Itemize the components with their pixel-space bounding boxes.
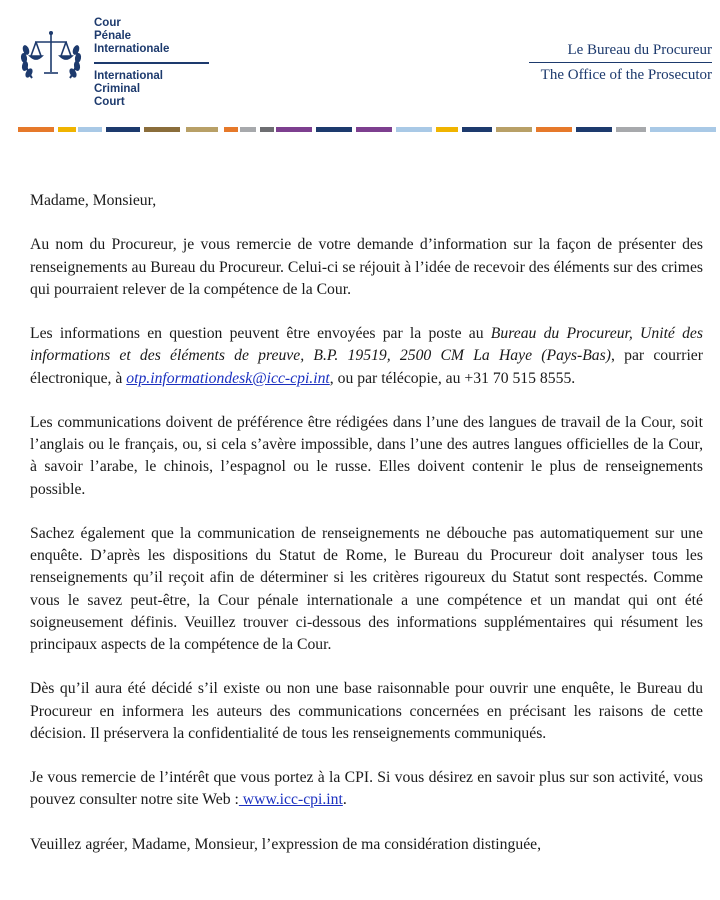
- closing: Veuillez agréer, Madame, Monsieur, l’expression de ma considération distinguée,: [30, 835, 542, 853]
- paragraph-intro: Au nom du Procureur, je vous remercie de votre demande d’information sur la façon de présenter des renseignements au Bureau du Procureur. Celui-ci se réjouit à l’idée de recevoir des éléments sur des crimes qui pourraient relever de la compétence de la Cour.: [30, 236, 704, 298]
- paragraph-decision: Dès qu’il aura été décidé s’il existe ou non une base raisonnable pour ouvrir une enquête, le Bureau du Procureur en informera les auteurs des communications concernées en précisant les raisons de cette décision. Il préservera la confidentialité de tous les renseignements communiqués.: [30, 680, 703, 742]
- paragraph-contact: Les informations en question peuvent être envoyées par la poste au Bureau du Procureur, Unité des informations et des éléments de preuve, B.P. 19519, 2500 CM La Haye (Pays-Bas), par courrier électronique, à otp.informationdesk@icc-cpi.int, ou par télécopie, au +31 70 515 8555.: [30, 325, 703, 387]
- color-stripe-bar: [18, 127, 716, 132]
- office-name-en: The Office of the Prosecutor: [540, 67, 712, 84]
- court-name-en: International Criminal Court: [94, 69, 164, 108]
- office-divider: [529, 62, 712, 63]
- paragraph-website: Je vous remercie de l’intérêt que vous portez à la CPI. Si vous désirez en savoir plus sur son activité, vous pouvez consulter notre site Web : www.icc-cpi.int.: [30, 769, 703, 809]
- court-name-fr: Cour Pénale Internationale: [94, 17, 170, 55]
- letter-body: [30, 190, 703, 878]
- email-link[interactable]: otp.informationdesk@icc-cpi.int: [126, 369, 330, 387]
- court-name-divider: [94, 62, 209, 64]
- court-name-block: [94, 17, 209, 109]
- office-name-fr: Le Bureau du Procureur: [567, 42, 712, 58]
- paragraph-procedure: Sachez également que la communication de renseignements ne débouche pas automatiquement sur une enquête. D’après les dispositions du Statut de Rome, le Bureau du Procureur doit analyser tous les renseignements qu’il reçoit afin de déterminer si les critères rigoureux du Statut sont respectés. Comme vous le savez peut-être, la Cour pénale internationale a une compétence et un mandat qui ont été soigneusement définis. Veuillez trouver ci-dessous des informations supplémentaires qui résument les principaux aspects de la compétence de la Cour.: [30, 524, 703, 653]
- paragraph-languages: Les communications doivent de préférence être rédigées dans l’une des langues de travail de la Cour, soit l’anglais ou le français, ou, si cela s’avère impossible, dans l’une des autres langues officielles de la Cour, à savoir l’arabe, le chinois, l’espagnol ou le russe. Elles doivent contenir le plus de renseignements possible.: [30, 413, 703, 498]
- website-link[interactable]: www.icc-cpi.int: [238, 791, 343, 809]
- icc-emblem-icon: [18, 24, 84, 90]
- postal-address: Bureau du Procureur, Unité des informations et des éléments de preuve, B.P. 19519, 2500 CM La Haye (Pays-Bas): [30, 325, 703, 365]
- salutation: Madame, Monsieur,: [30, 192, 157, 209]
- office-block: [529, 40, 712, 85]
- letterhead: [0, 0, 720, 140]
